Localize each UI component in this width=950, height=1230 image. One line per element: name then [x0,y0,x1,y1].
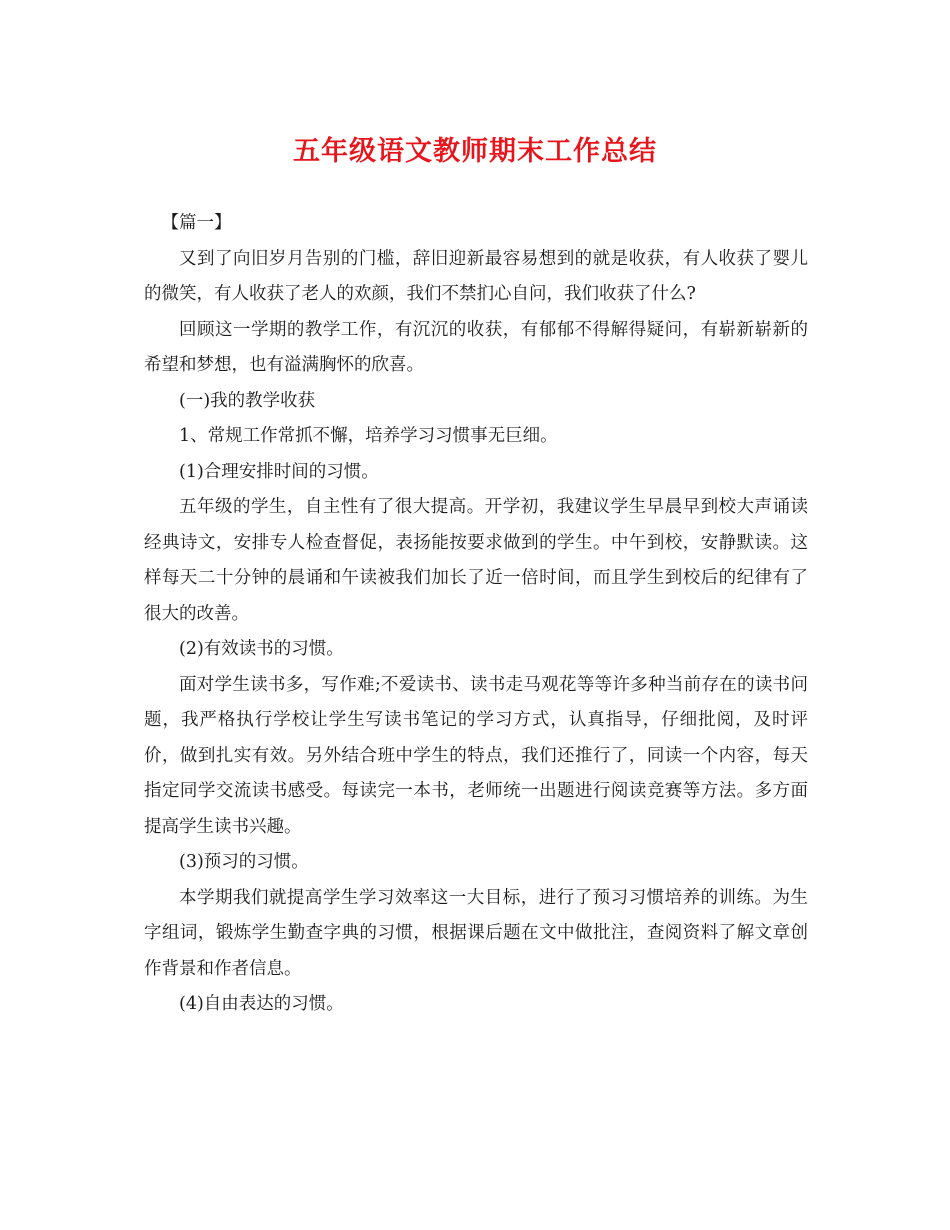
subheading: (2)有效读书的习惯。 [179,639,344,659]
document-title: 五年级语文教师期末工作总结 [293,136,657,167]
subheading: (一)我的教学收获 [179,390,316,411]
subheading: (1)合理安排时间的习惯。 [179,461,379,482]
document-body [144,206,808,1023]
paragraph: 又到了向旧岁月告别的门槛，辞旧迎新最容易想到的就是收获，有人收获了婴儿的微笑，有人收获了老人的欢颜，我们不禁扪心自问，我们收获了什么? [144,248,808,304]
paragraph: 回顾这一学期的教学工作，有沉沉的收获，有郁郁不得解得疑问，有崭新崭新的希望和梦想，也有溢满胸怀的欣喜。 [144,319,808,375]
paragraph: 五年级的学生，自主性有了很大提高。开学初，我建议学生早晨早到校大声诵读经典诗文，安排专人检查督促，表扬能按要求做到的学生。中午到校，安静默读。这样每天二十分钟的晨诵和午读被我们加长了近一倍时间，而且学生到校后的纪律有了很大的改善。 [144,497,808,624]
subheading: (4)自由表达的习惯。 [179,994,344,1014]
subheading: 1、常规工作常抓不懈，培养学习习惯事无巨细。 [179,426,558,446]
section-heading: 【篇一】 [161,213,232,233]
paragraph: 本学期我们就提高学生学习效率这一大目标，进行了预习习惯培养的训练。为生字组词，锻炼学生勤查字典的习惯，根据课后题在文中做批注，查阅资料了解文章创作背景和作者信息。 [144,887,808,979]
paragraph: 面对学生读书多，写作难;不爱读书、读书走马观花等等许多种当前存在的读书问题，我严格执行学校让学生写读书笔记的学习方式，认真指导，仔细批阅，及时评价，做到扎实有效。另外结合班中学生的特点，我们还推行了，同读一个内容，每天指定同学交流读书感受。每读完一本书，老师统一出题进行阅读竞赛等方法。多方面提高学生读书兴趣。 [144,674,808,837]
subheading: (3)预习的习惯。 [179,852,309,872]
